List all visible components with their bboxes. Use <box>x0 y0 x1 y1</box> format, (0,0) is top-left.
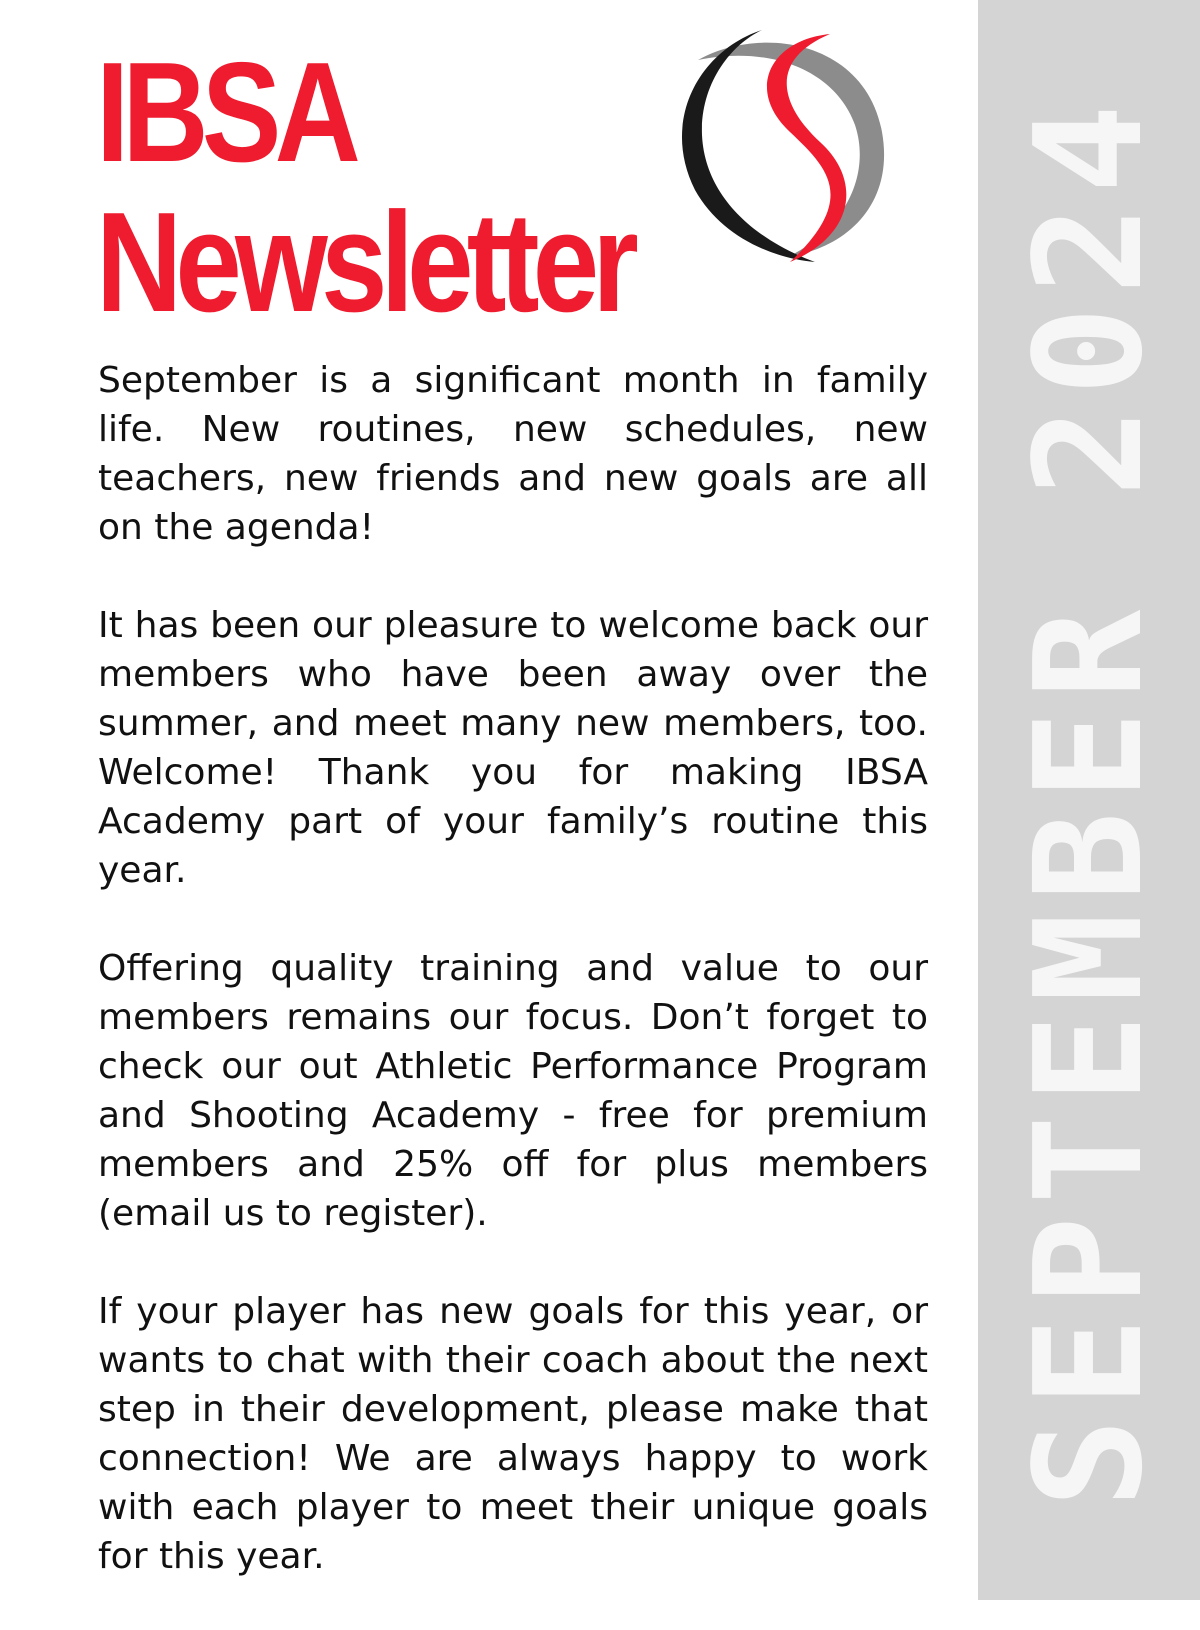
body-paragraph-4: If your player has new goals for this year, or wants to chat with their coach about the next step in their development, please make that connection! We are always happy to work with each player to meet their unique goals for this year. <box>98 1291 928 1577</box>
ibsa-logo-icon <box>650 20 910 270</box>
month-label: SEPTEMBER 2024 <box>1003 92 1175 1508</box>
body-paragraph-3: Offering quality training and value to our members remains our focus. Don’t forget to check our out Athletic Performance Program and Shooting Academy - free for premium members and 25% off for plus members (email us to register). <box>98 948 928 1234</box>
month-sidebar <box>978 0 1200 1600</box>
body-paragraph-1: September is a significant month in family life. New routines, new schedules, new teachers, new friends and new goals are all on the agenda! <box>98 360 928 548</box>
body-paragraph-2: It has been our pleasure to welcome back our members who have been away over the summer, and meet many new members, too. Welcome! Thank you for making IBSA Academy part of your family’s routine this year. <box>98 605 928 891</box>
title-line-newsletter: Newsletter <box>96 183 633 342</box>
newsletter-body <box>98 356 928 1630</box>
title-line-ibsa: IBSA <box>96 33 355 192</box>
newsletter-title <box>96 33 633 342</box>
